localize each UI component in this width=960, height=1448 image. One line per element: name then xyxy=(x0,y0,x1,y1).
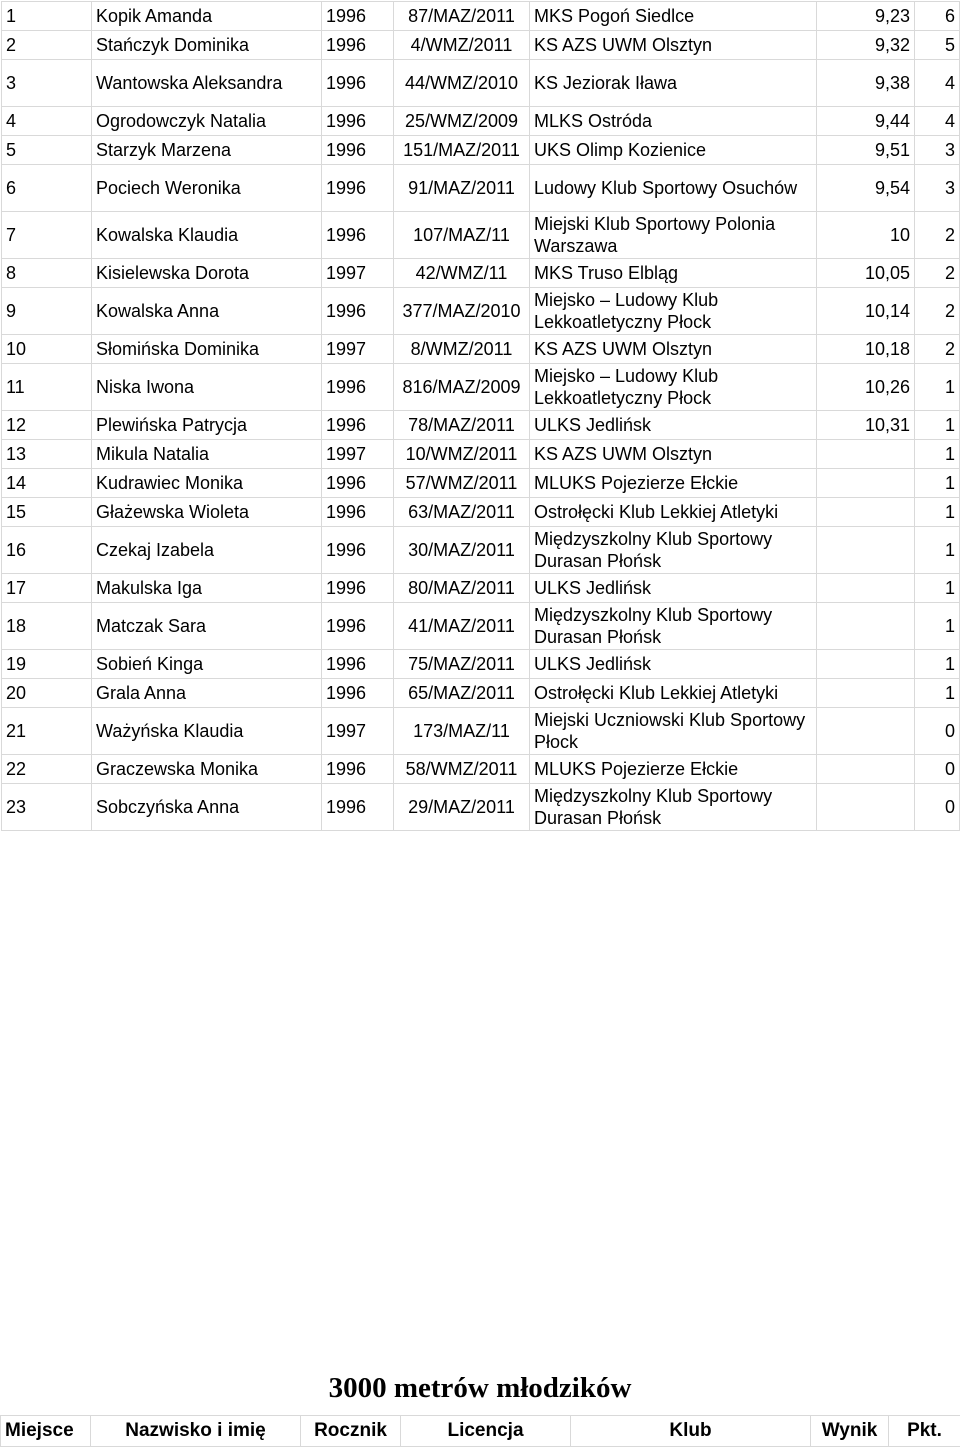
points-cell: 1 xyxy=(915,440,960,469)
year-cell: 1996 xyxy=(322,165,394,212)
points-cell: 0 xyxy=(915,755,960,784)
table-row xyxy=(2,31,960,60)
section-title: 3000 metrów młodzików xyxy=(328,1372,632,1404)
club-cell: UKS Olimp Kozienice xyxy=(530,136,817,165)
license-cell: 10/WMZ/2011 xyxy=(394,440,530,469)
club-cell: MKS Truso Elbląg xyxy=(530,259,817,288)
table-row xyxy=(2,60,960,107)
name-cell: Kowalska Klaudia xyxy=(92,212,322,259)
points-cell: 1 xyxy=(915,650,960,679)
year-cell: 1996 xyxy=(322,31,394,60)
license-cell: 8/WMZ/2011 xyxy=(394,335,530,364)
year-cell: 1996 xyxy=(322,603,394,650)
name-cell: Wantowska Aleksandra xyxy=(92,60,322,107)
result-cell: 10,14 xyxy=(817,288,915,335)
result-cell xyxy=(817,574,915,603)
year-cell: 1997 xyxy=(322,708,394,755)
table-row xyxy=(2,498,960,527)
name-cell: Grala Anna xyxy=(92,679,322,708)
place-cell: 5 xyxy=(2,136,92,165)
place-cell: 3 xyxy=(2,60,92,107)
year-cell: 1997 xyxy=(322,440,394,469)
year-cell: 1996 xyxy=(322,527,394,574)
header-license: Licencja xyxy=(401,1416,571,1447)
name-cell: Kudrawiec Monika xyxy=(92,469,322,498)
table-row xyxy=(2,259,960,288)
place-cell: 19 xyxy=(2,650,92,679)
table-row xyxy=(2,784,960,831)
table-row xyxy=(2,755,960,784)
points-cell: 3 xyxy=(915,165,960,212)
club-cell: Miejsko – Ludowy Klub Lekkoatletyczny Płock xyxy=(530,288,817,335)
points-cell: 4 xyxy=(915,107,960,136)
result-cell: 10,05 xyxy=(817,259,915,288)
year-cell: 1996 xyxy=(322,755,394,784)
column-header-row xyxy=(0,1415,960,1447)
points-cell: 0 xyxy=(915,708,960,755)
club-cell: Międzyszkolny Klub Sportowy Durasan Płońsk xyxy=(530,527,817,574)
table-row xyxy=(2,574,960,603)
club-cell: ULKS Jedlińsk xyxy=(530,650,817,679)
result-cell: 9,32 xyxy=(817,31,915,60)
club-cell: Miejski Uczniowski Klub Sportowy Płock xyxy=(530,708,817,755)
table-row xyxy=(2,364,960,411)
place-cell: 6 xyxy=(2,165,92,212)
name-cell: Ogrodowczyk Natalia xyxy=(92,107,322,136)
place-cell: 9 xyxy=(2,288,92,335)
place-cell: 11 xyxy=(2,364,92,411)
place-cell: 1 xyxy=(2,2,92,31)
result-cell xyxy=(817,469,915,498)
name-cell: Mikula Natalia xyxy=(92,440,322,469)
license-cell: 91/MAZ/2011 xyxy=(394,165,530,212)
license-cell: 377/MAZ/2010 xyxy=(394,288,530,335)
result-cell xyxy=(817,498,915,527)
year-cell: 1996 xyxy=(322,2,394,31)
year-cell: 1996 xyxy=(322,784,394,831)
license-cell: 57/WMZ/2011 xyxy=(394,469,530,498)
license-cell: 80/MAZ/2011 xyxy=(394,574,530,603)
result-cell: 9,51 xyxy=(817,136,915,165)
license-cell: 25/WMZ/2009 xyxy=(394,107,530,136)
header-result: Wynik xyxy=(811,1416,889,1447)
name-cell: Stańczyk Dominika xyxy=(92,31,322,60)
club-cell: KS AZS UWM Olsztyn xyxy=(530,335,817,364)
name-cell: Pociech Weronika xyxy=(92,165,322,212)
table-row xyxy=(2,165,960,212)
club-cell: Międzyszkolny Klub Sportowy Durasan Płońsk xyxy=(530,603,817,650)
year-cell: 1996 xyxy=(322,679,394,708)
header-club: Klub xyxy=(571,1416,811,1447)
license-cell: 42/WMZ/11 xyxy=(394,259,530,288)
result-cell: 9,44 xyxy=(817,107,915,136)
place-cell: 15 xyxy=(2,498,92,527)
year-cell: 1996 xyxy=(322,288,394,335)
points-cell: 1 xyxy=(915,679,960,708)
place-cell: 20 xyxy=(2,679,92,708)
year-cell: 1996 xyxy=(322,60,394,107)
result-cell: 10 xyxy=(817,212,915,259)
name-cell: Matczak Sara xyxy=(92,603,322,650)
license-cell: 41/MAZ/2011 xyxy=(394,603,530,650)
year-cell: 1996 xyxy=(322,136,394,165)
year-cell: 1996 xyxy=(322,498,394,527)
place-cell: 18 xyxy=(2,603,92,650)
table-row xyxy=(2,708,960,755)
name-cell: Ważyńska Klaudia xyxy=(92,708,322,755)
place-cell: 8 xyxy=(2,259,92,288)
name-cell: Makulska Iga xyxy=(92,574,322,603)
club-cell: MLKS Ostróda xyxy=(530,107,817,136)
club-cell: MLUKS Pojezierze Ełckie xyxy=(530,469,817,498)
name-cell: Kopik Amanda xyxy=(92,2,322,31)
club-cell: MKS Pogoń Siedlce xyxy=(530,2,817,31)
place-cell: 7 xyxy=(2,212,92,259)
license-cell: 44/WMZ/2010 xyxy=(394,60,530,107)
points-cell: 3 xyxy=(915,136,960,165)
name-cell: Plewińska Patrycja xyxy=(92,411,322,440)
table-row xyxy=(2,212,960,259)
table-row xyxy=(2,650,960,679)
place-cell: 10 xyxy=(2,335,92,364)
header-place: Miejsce xyxy=(1,1416,91,1447)
club-cell: Miejski Klub Sportowy Polonia Warszawa xyxy=(530,212,817,259)
club-cell: Ostrołęcki Klub Lekkiej Atletyki xyxy=(530,679,817,708)
result-cell xyxy=(817,527,915,574)
points-cell: 1 xyxy=(915,603,960,650)
place-cell: 13 xyxy=(2,440,92,469)
club-cell: Miejsko – Ludowy Klub Lekkoatletyczny Płock xyxy=(530,364,817,411)
points-cell: 1 xyxy=(915,411,960,440)
points-cell: 4 xyxy=(915,60,960,107)
table-row xyxy=(2,335,960,364)
table-row xyxy=(2,440,960,469)
year-cell: 1996 xyxy=(322,650,394,679)
license-cell: 29/MAZ/2011 xyxy=(394,784,530,831)
license-cell: 87/MAZ/2011 xyxy=(394,2,530,31)
license-cell: 63/MAZ/2011 xyxy=(394,498,530,527)
license-cell: 58/WMZ/2011 xyxy=(394,755,530,784)
club-cell: ULKS Jedlińsk xyxy=(530,574,817,603)
header-year: Rocznik xyxy=(301,1416,401,1447)
year-cell: 1996 xyxy=(322,411,394,440)
license-cell: 173/MAZ/11 xyxy=(394,708,530,755)
name-cell: Słomińska Dominika xyxy=(92,335,322,364)
points-cell: 1 xyxy=(915,574,960,603)
table-row xyxy=(2,469,960,498)
result-cell xyxy=(817,755,915,784)
table-row xyxy=(2,527,960,574)
result-cell xyxy=(817,603,915,650)
result-cell: 9,54 xyxy=(817,165,915,212)
points-cell: 1 xyxy=(915,527,960,574)
club-cell: ULKS Jedlińsk xyxy=(530,411,817,440)
license-cell: 78/MAZ/2011 xyxy=(394,411,530,440)
points-cell: 2 xyxy=(915,259,960,288)
table-row xyxy=(2,288,960,335)
result-cell xyxy=(817,708,915,755)
year-cell: 1996 xyxy=(322,107,394,136)
club-cell: KS AZS UWM Olsztyn xyxy=(530,440,817,469)
license-cell: 4/WMZ/2011 xyxy=(394,31,530,60)
name-cell: Niska Iwona xyxy=(92,364,322,411)
header-points: Pkt. xyxy=(889,1416,960,1447)
place-cell: 22 xyxy=(2,755,92,784)
points-cell: 1 xyxy=(915,364,960,411)
points-cell: 5 xyxy=(915,31,960,60)
results-table xyxy=(1,1,960,831)
place-cell: 14 xyxy=(2,469,92,498)
year-cell: 1996 xyxy=(322,212,394,259)
license-cell: 75/MAZ/2011 xyxy=(394,650,530,679)
points-cell: 1 xyxy=(915,498,960,527)
year-cell: 1997 xyxy=(322,335,394,364)
result-cell: 10,31 xyxy=(817,411,915,440)
results-body xyxy=(2,2,960,831)
name-cell: Starzyk Marzena xyxy=(92,136,322,165)
table-row xyxy=(2,679,960,708)
place-cell: 21 xyxy=(2,708,92,755)
year-cell: 1996 xyxy=(322,574,394,603)
name-cell: Głażewska Wioleta xyxy=(92,498,322,527)
result-cell xyxy=(817,650,915,679)
club-cell: Międzyszkolny Klub Sportowy Durasan Płońsk xyxy=(530,784,817,831)
points-cell: 6 xyxy=(915,2,960,31)
table-row xyxy=(2,136,960,165)
year-cell: 1997 xyxy=(322,259,394,288)
table-row xyxy=(2,107,960,136)
license-cell: 30/MAZ/2011 xyxy=(394,527,530,574)
result-cell: 10,18 xyxy=(817,335,915,364)
name-cell: Kisielewska Dorota xyxy=(92,259,322,288)
place-cell: 4 xyxy=(2,107,92,136)
place-cell: 16 xyxy=(2,527,92,574)
place-cell: 17 xyxy=(2,574,92,603)
license-cell: 151/MAZ/2011 xyxy=(394,136,530,165)
result-cell xyxy=(817,679,915,708)
license-cell: 816/MAZ/2009 xyxy=(394,364,530,411)
table-row xyxy=(2,411,960,440)
club-cell: KS AZS UWM Olsztyn xyxy=(530,31,817,60)
result-cell: 9,38 xyxy=(817,60,915,107)
header-name: Nazwisko i imię xyxy=(91,1416,301,1447)
place-cell: 12 xyxy=(2,411,92,440)
name-cell: Sobczyńska Anna xyxy=(92,784,322,831)
name-cell: Sobień Kinga xyxy=(92,650,322,679)
place-cell: 23 xyxy=(2,784,92,831)
place-cell: 2 xyxy=(2,31,92,60)
result-cell xyxy=(817,784,915,831)
result-cell: 10,26 xyxy=(817,364,915,411)
name-cell: Kowalska Anna xyxy=(92,288,322,335)
points-cell: 2 xyxy=(915,335,960,364)
result-cell xyxy=(817,440,915,469)
club-cell: MLUKS Pojezierze Ełckie xyxy=(530,755,817,784)
table-row xyxy=(2,2,960,31)
points-cell: 2 xyxy=(915,288,960,335)
points-cell: 2 xyxy=(915,212,960,259)
year-cell: 1996 xyxy=(322,364,394,411)
points-cell: 1 xyxy=(915,469,960,498)
name-cell: Graczewska Monika xyxy=(92,755,322,784)
points-cell: 0 xyxy=(915,784,960,831)
club-cell: KS Jeziorak Iława xyxy=(530,60,817,107)
name-cell: Czekaj Izabela xyxy=(92,527,322,574)
club-cell: Ludowy Klub Sportowy Osuchów xyxy=(530,165,817,212)
table-row xyxy=(2,603,960,650)
club-cell: Ostrołęcki Klub Lekkiej Atletyki xyxy=(530,498,817,527)
year-cell: 1996 xyxy=(322,469,394,498)
result-cell: 9,23 xyxy=(817,2,915,31)
license-cell: 107/MAZ/11 xyxy=(394,212,530,259)
license-cell: 65/MAZ/2011 xyxy=(394,679,530,708)
